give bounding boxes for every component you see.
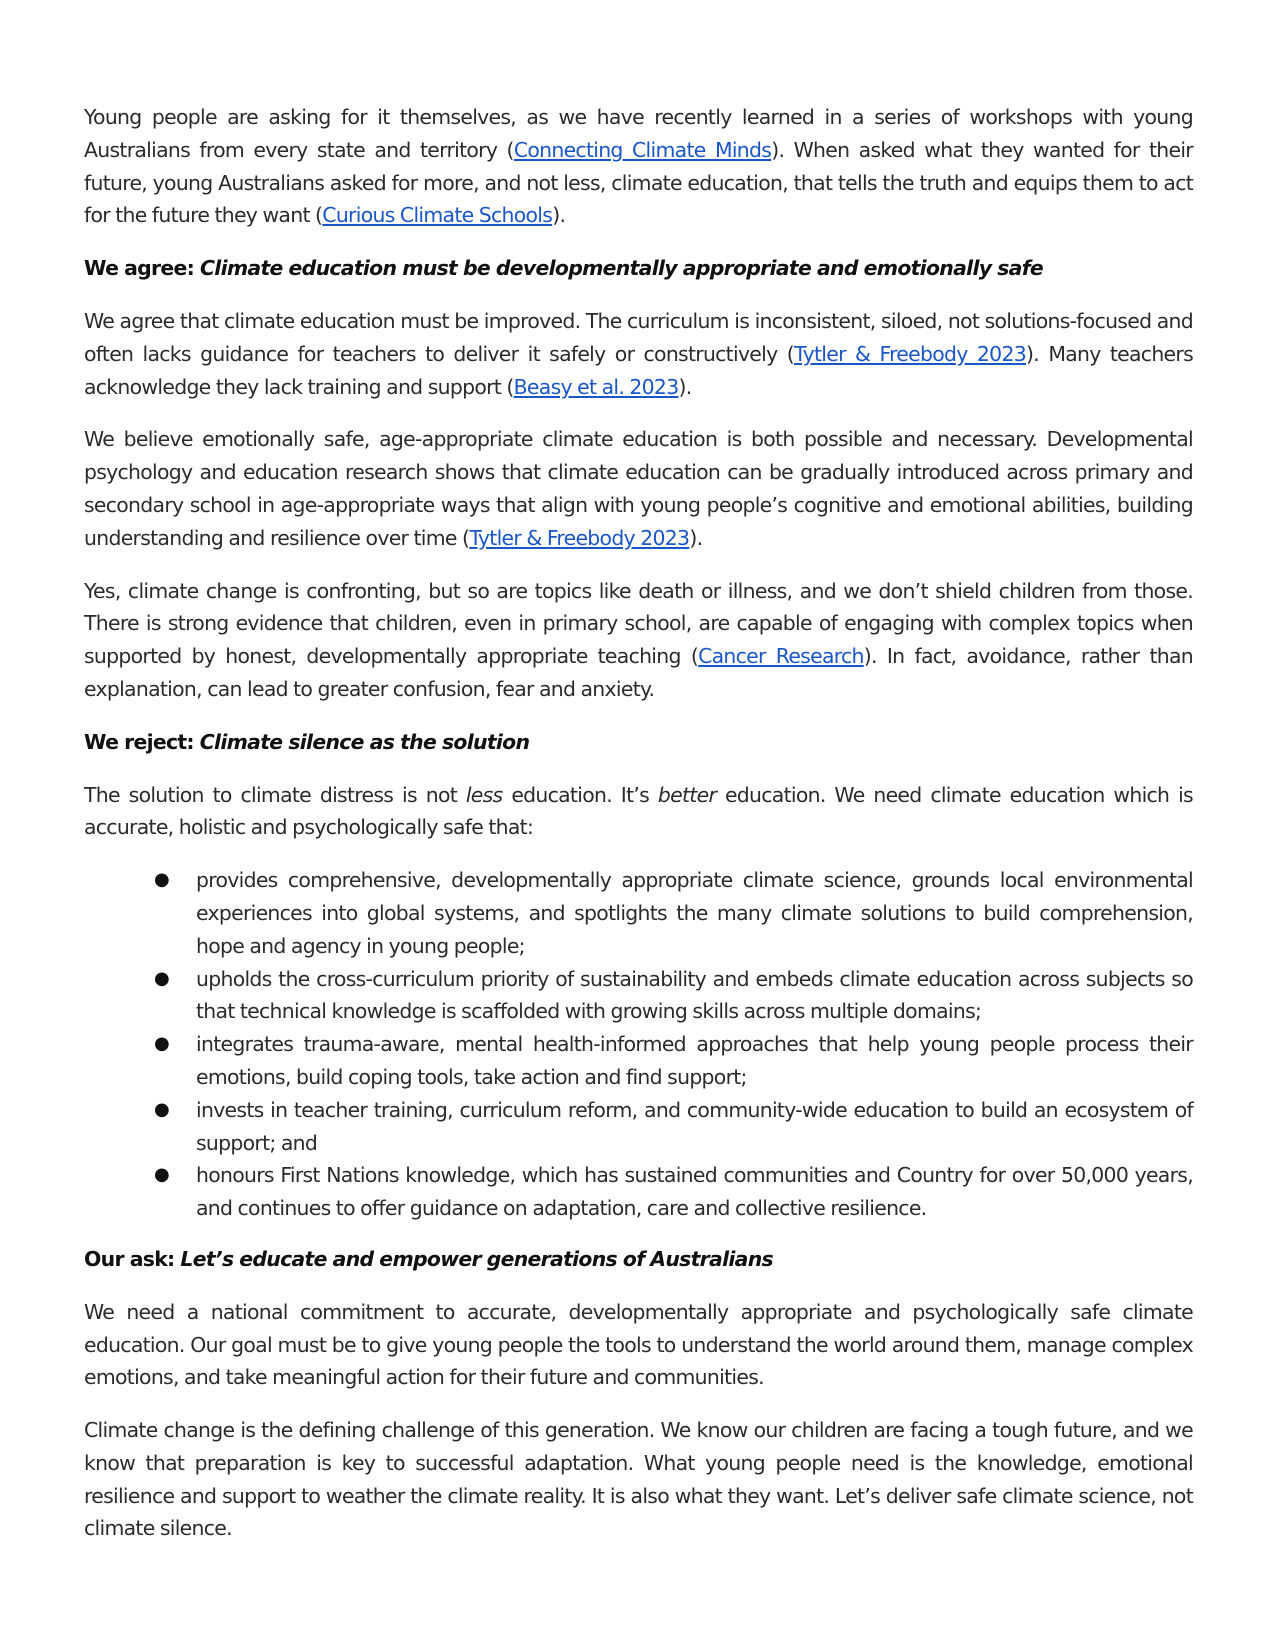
- list-item-text: honours First Nations knowledge, which has sustained communities and Country for over 50,000 years, and continues to offer guidance on adaptation, care and collective resilience.: [196, 1163, 1193, 1221]
- document-page: [84, 101, 1193, 1565]
- paragraph-national-commitment: We need a national commitment to accurate, developmentally appropriate and psychologically safe climate education. Our goal must be to give young people the tools to understand the world around them, manage complex emotions, and take meaningful action for their future and communities.: [84, 1299, 1193, 1390]
- link-tytler-freebody-2023[interactable]: Tytler & Freebody 2023: [794, 341, 1026, 366]
- paragraph-confronting: [84, 575, 1193, 706]
- heading-subtitle: Let’s educate and empower generations of Australians: [180, 1246, 773, 1271]
- text-span: ). In fact, avoidance, rather than explanation, can lead to greater confusion, fear and anxiety.: [84, 644, 1193, 701]
- list-item: [154, 1159, 1193, 1225]
- text-span: ).: [678, 374, 692, 399]
- text-span: Yes, climate change is confronting, but so are topics like death or illness, and we don’t shield children from those. There is strong evidence that children, even in primary school, are capable of engaging with complex topics when supported by honest, developmentally appropriate teaching (: [84, 578, 1193, 669]
- text-span: ).: [552, 203, 566, 228]
- text-span: The solution to climate distress is not: [84, 782, 466, 807]
- link-curious-climate-schools[interactable]: Curious Climate Schools: [322, 203, 553, 228]
- list-item-text: invests in teacher training, curriculum reform, and community-wide education to build an ecosystem of support; and: [196, 1097, 1193, 1155]
- list-item: [154, 864, 1193, 962]
- heading-subtitle: Climate education must be developmentally appropriate and emotionally safe: [200, 256, 1044, 281]
- link-beasy-et-al-2023[interactable]: Beasy et al. 2023: [513, 374, 679, 399]
- text-span: ). When asked what they wanted for their future, young Australians asked for more, and not less, climate education, that tells the truth and equips them to act for the future they want (: [84, 137, 1193, 228]
- list-item-text: upholds the cross-curriculum priority of sustainability and embeds climate education across subjects so that technical knowledge is scaffolded with growing skills across multiple domains;: [196, 966, 1193, 1024]
- emphasis-better: better: [657, 782, 717, 807]
- bullet-icon: ●: [154, 1033, 170, 1055]
- bullet-icon: ●: [154, 869, 170, 891]
- text-span: education. It’s: [502, 782, 658, 807]
- heading-lead: We reject:: [84, 729, 200, 754]
- link-tytler-freebody-2023[interactable]: Tytler & Freebody 2023: [469, 525, 690, 550]
- heading-lead: Our ask:: [84, 1246, 181, 1271]
- bullet-icon: ●: [154, 967, 170, 989]
- list-item: [154, 1094, 1193, 1160]
- text-span: ).: [689, 525, 703, 550]
- paragraph-curriculum: [84, 305, 1193, 403]
- link-cancer-research[interactable]: Cancer Research: [698, 644, 864, 669]
- bullet-icon: ●: [154, 1098, 170, 1120]
- heading-we-agree: [84, 252, 1193, 285]
- bullet-icon: ●: [154, 1164, 170, 1186]
- link-connecting-climate-minds[interactable]: Connecting Climate Minds: [513, 137, 772, 162]
- text-span: We agree that climate education must be improved. The curriculum is inconsistent, siloed, not solutions-focused and often lacks guidance for teachers to deliver it safely or constructively (: [84, 308, 1193, 366]
- text-span: We believe emotionally safe, age-appropriate climate education is both possible and necessary. Developmental psychology and education research shows that climate education can be gradually introduced across primary and secondary school in age-appropriate ways that align with young people’s cognitive and emotional abilities, building understanding and resilience over time (: [84, 427, 1193, 550]
- heading-our-ask: [84, 1243, 1193, 1276]
- paragraph-defining-challenge: Climate change is the defining challenge of this generation. We know our children are facing a tough future, and we know that preparation is key to successful adaptation. What young people need is the knowledge, emotional resilience and support to weather the climate reality. It is also what they want. Let’s deliver safe climate science, not climate silence.: [84, 1418, 1193, 1541]
- paragraph-better-education: [84, 779, 1193, 845]
- list-item-text: provides comprehensive, developmentally appropriate climate science, grounds local environmental experiences into global systems, and spotlights the many climate solutions to build comprehension, hope and agency in young people;: [196, 868, 1193, 958]
- list-item-text: integrates trauma-aware, mental health-informed approaches that help young people process their emotions, build coping tools, take action and find support;: [196, 1032, 1193, 1089]
- heading-subtitle: Climate silence as the solution: [199, 729, 530, 754]
- list-item: [154, 1028, 1193, 1094]
- text-span: education. We need climate education which is accurate, holistic and psychologically safe that:: [84, 782, 1193, 840]
- emphasis-less: less: [465, 782, 503, 807]
- paragraph-intro: [84, 101, 1193, 232]
- text-span: ). Many teachers acknowledge they lack training and support (: [84, 341, 1193, 399]
- text-span: Young people are asking for it themselves, as we have recently learned in a series of workshops with young Australians from every state and territory (: [84, 105, 1193, 162]
- heading-we-reject: [84, 726, 1193, 759]
- heading-lead: We agree:: [84, 256, 201, 281]
- paragraph-emotionally-safe: [84, 423, 1193, 554]
- bullet-list: [84, 864, 1193, 1225]
- list-item: [154, 963, 1193, 1029]
